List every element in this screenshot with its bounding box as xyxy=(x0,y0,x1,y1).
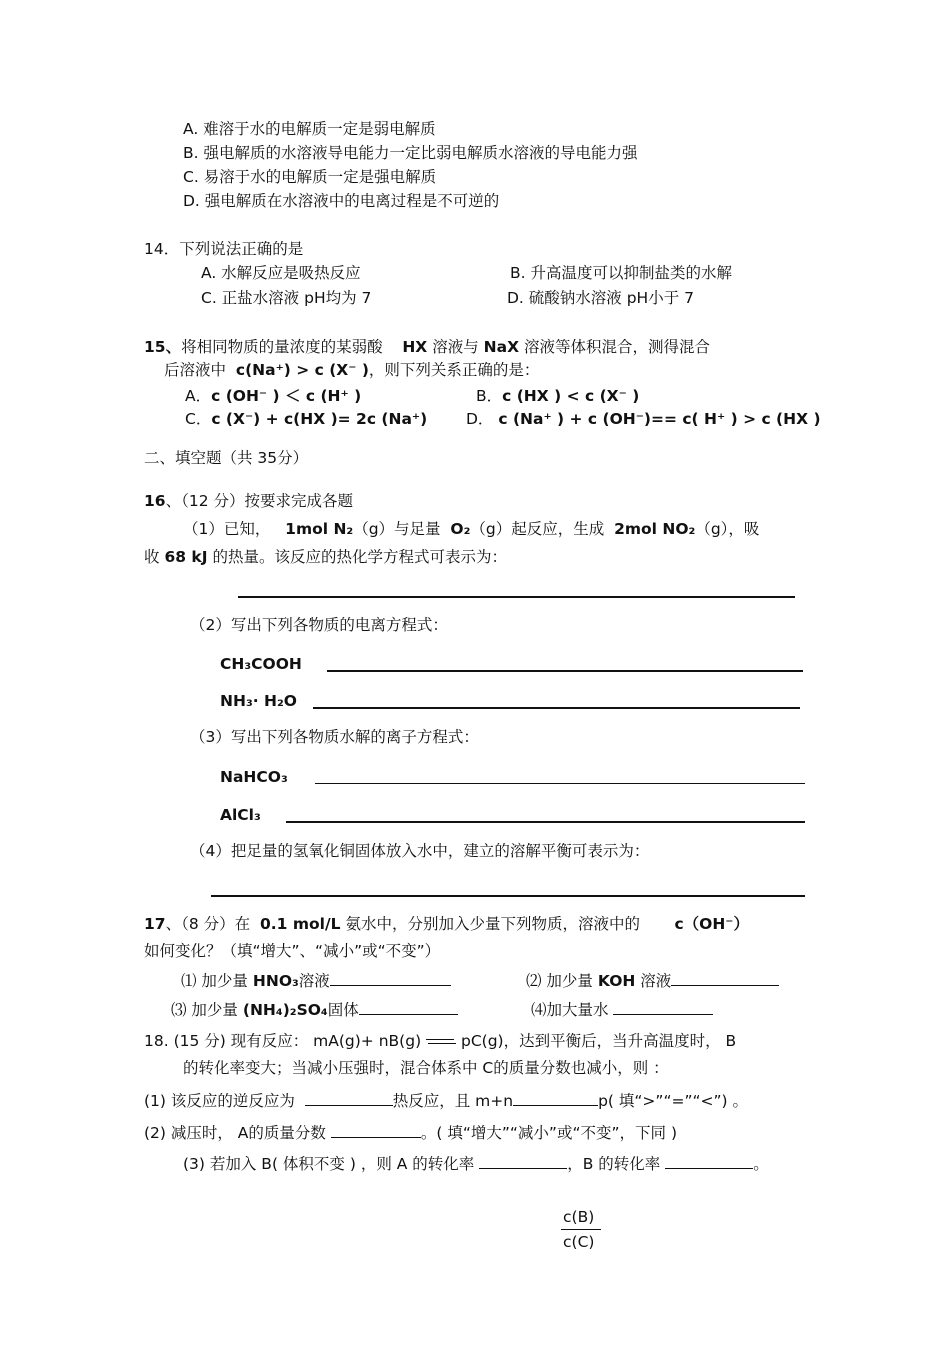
q18-line3 xyxy=(144,1089,748,1112)
q15-option-a xyxy=(185,385,361,407)
q15-option-a-text: c (OH⁻ ) ＜ c (H⁺ ) xyxy=(211,387,362,405)
q17-number: 17 xyxy=(144,915,166,933)
q18-l5c: 。 xyxy=(753,1155,769,1173)
q16-part1-line2 xyxy=(144,546,507,568)
q17-i3-b: (NH₄)₂SO₄ xyxy=(242,1001,328,1019)
q15-option-d xyxy=(466,408,821,430)
q16-ch3cooh: CH₃COOH xyxy=(220,655,302,673)
q17-line2: 如何变化？（填“增大”、“减小”或“不变”） xyxy=(144,942,441,960)
q17-i4: ⑷加大量水 xyxy=(531,1001,609,1019)
q17-i2-c: 溶液 xyxy=(640,972,672,990)
q18-blank-2[interactable] xyxy=(513,1089,598,1106)
q16-p1-a: （1）已知， xyxy=(183,520,271,538)
q14-option-a: A. 水解反应是吸热反应 xyxy=(201,264,361,282)
q15-number: 15、 xyxy=(144,338,182,356)
q16-part1-line1 xyxy=(183,518,759,540)
q18-l3a: (1) 该反应的逆反应为 xyxy=(144,1092,295,1110)
fraction-numerator: c(B) xyxy=(563,1208,595,1226)
q16-part4: （4）把足量的氢氧化铜固体放入水中，建立的溶解平衡可表示为： xyxy=(190,842,650,860)
q15-hx: HX xyxy=(402,338,428,356)
q16-heading xyxy=(144,490,353,512)
fraction-bar xyxy=(561,1229,601,1230)
q15-option-d-text: c (Na⁺ ) + c (OH⁻)== c( H⁺ ) > c (HX ) xyxy=(498,410,821,428)
q16-answer-line-ch3cooh[interactable] xyxy=(327,670,803,672)
q16-nh3h2o: NH₃· H₂O xyxy=(220,692,297,710)
q16-part2: （2）写出下列各物质的电离方程式： xyxy=(190,616,448,634)
fraction-denominator: c(C) xyxy=(563,1233,595,1251)
q16-answer-line-nahco3[interactable] xyxy=(315,783,805,784)
q15-option-b-text: c (HX ) < c (X⁻ ) xyxy=(502,387,640,405)
q18-l4a: (2) 减压时， A的质量分数 xyxy=(144,1124,326,1142)
q15-stem-line2 xyxy=(164,359,539,381)
q18-blank-5[interactable] xyxy=(665,1152,753,1169)
q17-b: 0.1 mol/L xyxy=(259,915,341,933)
q17-line1 xyxy=(144,913,749,935)
q17-i1-b: HNO₃ xyxy=(252,972,299,990)
q18-l5b: ，B 的转化率 xyxy=(567,1155,661,1173)
q17-a: 、（8 分）在 xyxy=(165,915,251,933)
q17-i2-a: ⑵ 加少量 xyxy=(526,972,593,990)
q13-option-d: D. 强电解质在水溶液中的电离过程是不可逆的 xyxy=(183,192,500,210)
q14-option-b: B. 升高温度可以抑制盐类的水解 xyxy=(510,264,732,282)
q15-option-a-label: A． xyxy=(185,387,212,405)
q17-i3-a: ⑶ 加少量 xyxy=(171,1001,238,1019)
q18-l5a: (3) 若加入 B( 体积不变 ) ，则 A 的转化率 xyxy=(183,1155,475,1173)
q15-text-4: 后溶液中 xyxy=(164,361,227,379)
q15-text-5: ，则下列关系正确的是： xyxy=(368,361,540,379)
q15-option-b xyxy=(476,385,639,407)
q16-p1-j: 的热量。该反应的热化学方程式可表示为： xyxy=(212,548,507,566)
q18-line1 xyxy=(144,1030,736,1052)
q16-p1-b: 1mol N₂ xyxy=(285,520,354,538)
q16-answer-line-1[interactable] xyxy=(238,596,795,598)
q17-c: 氨水中，分别加入少量下列物质，溶液中的 xyxy=(345,915,640,933)
q16-p1-h: 收 xyxy=(144,548,160,566)
q17-i1-c: 溶液 xyxy=(298,972,330,990)
q16-number: 16 xyxy=(144,492,166,510)
q15-condition: c(Na⁺) > c (X⁻ ) xyxy=(235,361,369,379)
q17-item-3 xyxy=(171,998,458,1021)
q17-blank-3[interactable] xyxy=(359,998,458,1015)
q18-line4 xyxy=(144,1121,677,1144)
q18-blank-1[interactable] xyxy=(305,1089,393,1106)
q16-p1-c: （g）与足量 xyxy=(353,520,441,538)
q18-l1a: 18. (15 分) 现有反应： mA(g)+ nB(g) xyxy=(144,1032,422,1050)
q16-nahco3: NaHCO₃ xyxy=(220,768,288,786)
q18-l4b: 。( 填“增大”“减小”或“不变”，下同 ) xyxy=(420,1124,677,1142)
q17-blank-1[interactable] xyxy=(330,969,451,986)
equilibrium-arrow-icon xyxy=(426,1037,456,1047)
q16-p1-d: O₂ xyxy=(450,520,471,538)
q17-d: c（OH⁻） xyxy=(674,915,749,933)
q13-option-a: A. 难溶于水的电解质一定是弱电解质 xyxy=(183,120,436,138)
q17-item-4 xyxy=(531,998,713,1021)
q16-alcl3: AlCl₃ xyxy=(220,806,261,824)
q17-i3-c: 固体 xyxy=(327,1001,359,1019)
q15-stem-line1 xyxy=(144,336,710,358)
q15-option-b-label: B． xyxy=(476,387,503,405)
q17-item-2 xyxy=(526,969,779,992)
q16-heading-text: 、（12 分）按要求完成各题 xyxy=(165,492,353,510)
q15-option-d-label: D． xyxy=(466,410,494,428)
q16-p1-i: 68 kJ xyxy=(164,548,208,566)
q17-item-1 xyxy=(181,969,451,992)
q15-option-c-text: c (X⁻) + c(HX )= 2c (Na⁺) xyxy=(211,410,428,428)
section-heading: 二、填空题（共 35分） xyxy=(144,449,309,467)
q18-blank-3[interactable] xyxy=(331,1121,421,1138)
q16-p1-f: 2mol NO₂ xyxy=(614,520,696,538)
q16-part3: （3）写出下列各物质水解的离子方程式： xyxy=(190,728,479,746)
q17-blank-2[interactable] xyxy=(671,969,779,986)
q16-p1-g: （g），吸 xyxy=(695,520,760,538)
q15-nax: NaX xyxy=(483,338,520,356)
q14-option-d: D. 硫酸钠水溶液 pH小于 7 xyxy=(507,289,694,307)
q15-option-c xyxy=(185,408,427,430)
q17-blank-4[interactable] xyxy=(613,998,713,1015)
q13-option-c: C. 易溶于水的电解质一定是强电解质 xyxy=(183,168,437,186)
q18-l3c: p( 填“>”“=”“<”) 。 xyxy=(598,1092,749,1110)
q17-i2-b: KOH xyxy=(597,972,636,990)
q18-l1b: pC(g)，达到平衡后，当升高温度时， B xyxy=(461,1032,737,1050)
q16-answer-line-alcl3[interactable] xyxy=(286,821,805,823)
q18-line5 xyxy=(183,1152,769,1175)
q16-answer-line-4[interactable] xyxy=(211,895,805,897)
q16-answer-line-nh3h2o[interactable] xyxy=(313,707,800,709)
q15-option-c-label: C． xyxy=(185,410,212,428)
q14-stem: 14．下列说法正确的是 xyxy=(144,240,304,258)
q14-option-c: C. 正盐水溶液 pH均为 7 xyxy=(201,289,372,307)
q17-i1-a: ⑴ 加少量 xyxy=(181,972,248,990)
q15-text-3: 溶液等体积混合，测得混合 xyxy=(523,338,710,356)
q18-blank-4[interactable] xyxy=(479,1152,567,1169)
q13-option-b: B. 强电解质的水溶液导电能力一定比弱电解质水溶液的导电能力强 xyxy=(183,144,638,162)
q16-p1-e: （g）起反应，生成 xyxy=(470,520,605,538)
q15-text-1: 将相同物质的量浓度的某弱酸 xyxy=(181,338,383,356)
q15-text-2: 溶液与 xyxy=(432,338,479,356)
q18-line2: 的转化率变大；当减小压强时，混合体系中 C的质量分数也减小，则 ： xyxy=(183,1059,669,1077)
q18-l3b: 热反应，且 m+n xyxy=(392,1092,514,1110)
